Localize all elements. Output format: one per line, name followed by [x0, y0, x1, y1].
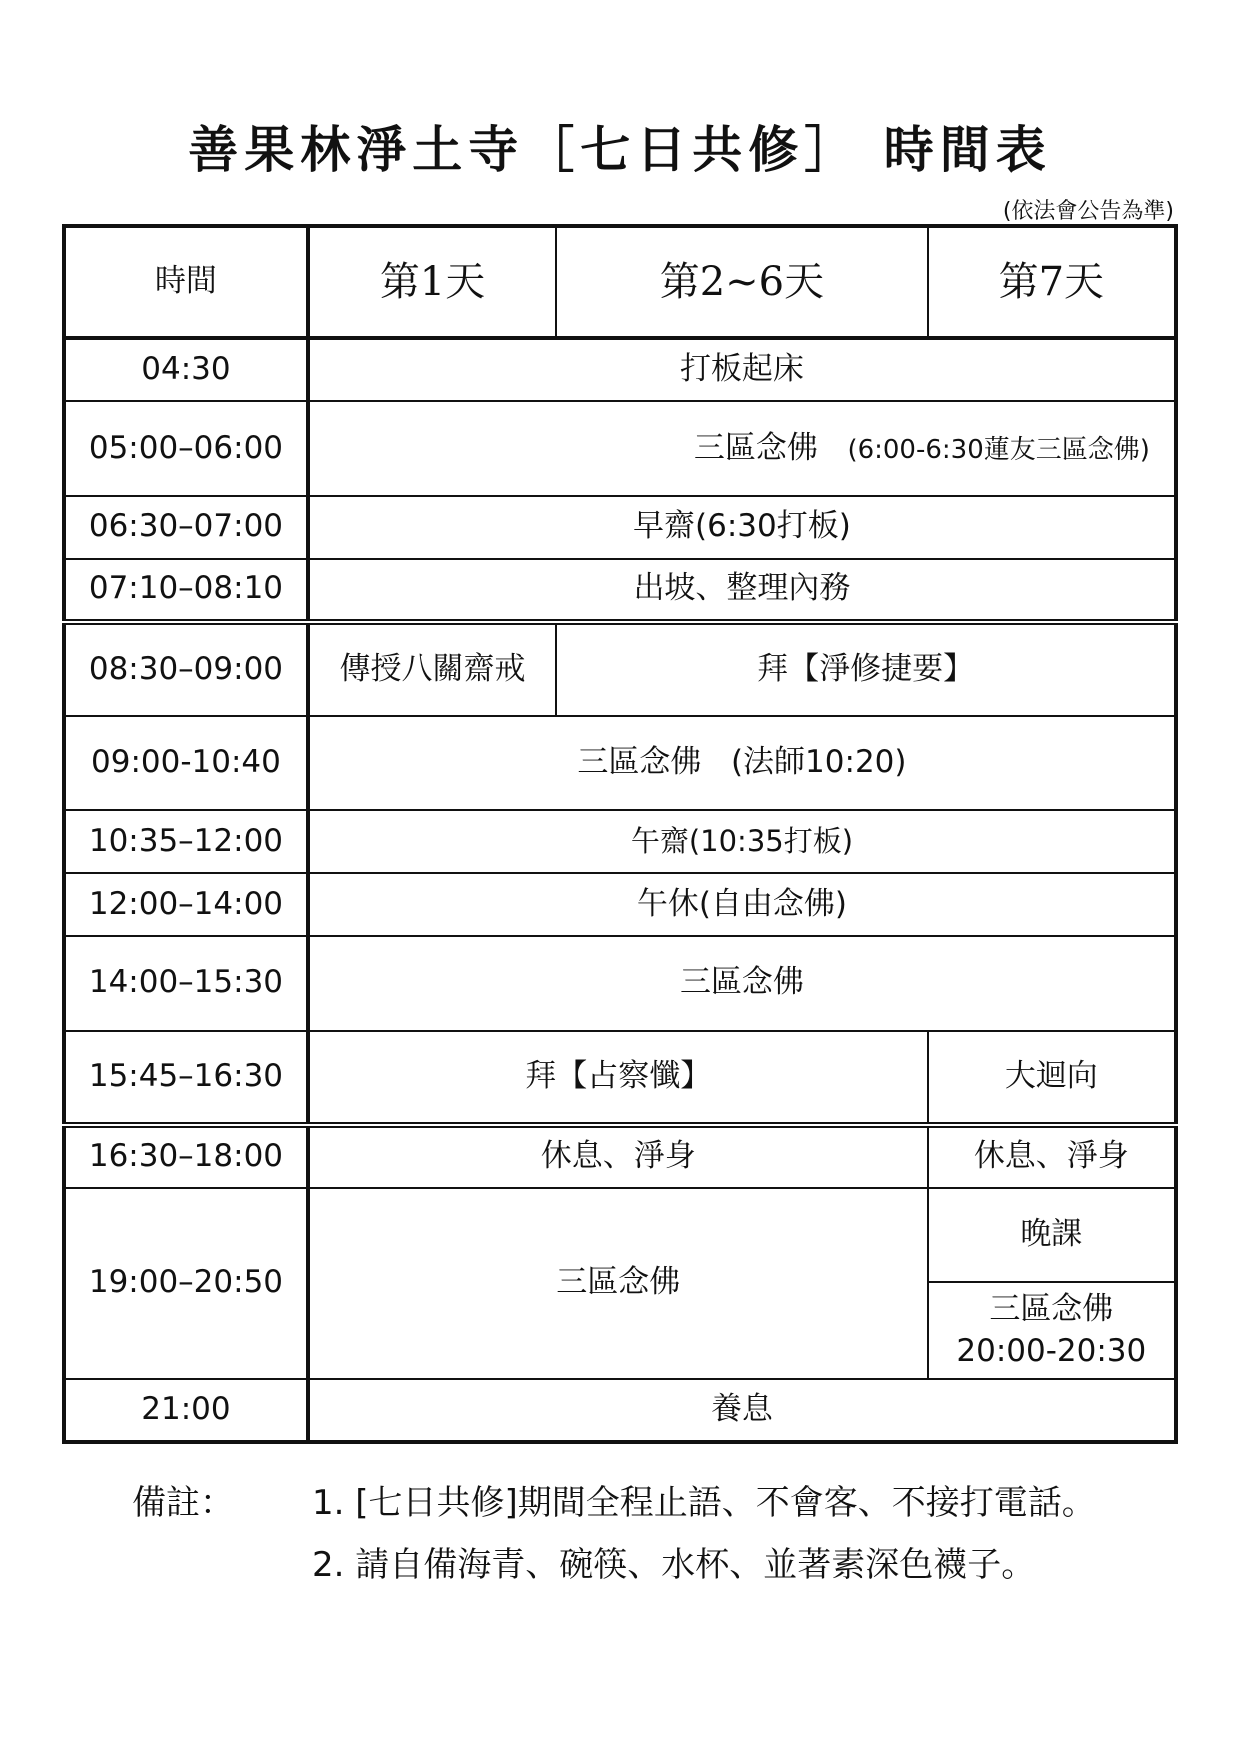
time-cell: 10:35–12:00: [64, 810, 308, 873]
table-row: [64, 873, 1176, 936]
activity-note: (法師10:20): [730, 744, 907, 781]
activity-text: 三區念佛: [989, 1290, 1114, 1327]
header-day7: 第7天: [928, 226, 1176, 338]
table-row: [64, 716, 1176, 810]
table-row: [64, 810, 1176, 873]
time-cell: 06:30–07:00: [64, 496, 308, 559]
remarks-list: [312, 1472, 1212, 1596]
table-header-row: [64, 226, 1176, 338]
time-cell: 12:00–14:00: [64, 873, 308, 936]
table-row: [64, 559, 1176, 622]
table-row: [64, 622, 1176, 716]
activity-cell: 午休(自由念佛): [308, 873, 1176, 936]
time-cell: 07:10–08:10: [64, 559, 308, 622]
activity-note: (6:00-6:30蓮友三區念佛): [847, 434, 1150, 465]
time-cell: 05:00–06:00: [64, 401, 308, 495]
activity-cell: [308, 401, 1176, 495]
activity-cell-day7: 大迴向: [928, 1031, 1176, 1125]
activity-cell: 打板起床: [308, 338, 1176, 401]
schedule-note: (依法會公告為準): [1002, 199, 1174, 224]
table-row: [64, 1125, 1176, 1188]
time-cell: 14:00–15:30: [64, 936, 308, 1030]
table-row: [64, 936, 1176, 1030]
activity-cell: 早齋(6:30打板): [308, 496, 1176, 559]
activity-cell: 出坡、整理內務: [308, 559, 1176, 622]
time-cell: 04:30: [64, 338, 308, 401]
table-row: [64, 1379, 1176, 1442]
activity-time: 20:00-20:30: [956, 1332, 1147, 1369]
schedule-table: [62, 224, 1178, 1444]
remarks-label: 備註：: [132, 1483, 234, 1523]
activity-cell: 養息: [308, 1379, 1176, 1442]
activity-cell: 三區念佛: [308, 936, 1176, 1030]
table-row: [64, 1031, 1176, 1125]
remark-item: 2. 請自備海青、碗筷、水杯、並著素深色襪子。: [312, 1545, 1036, 1585]
remark-item: 1. [七日共修]期間全程止語、不會客、不接打電話。: [312, 1483, 1096, 1523]
page-title: 善果林淨土寺［七日共修］ 時間表: [188, 120, 1052, 179]
activity-cell: [308, 716, 1176, 810]
header-time: 時間: [64, 226, 308, 338]
time-cell: 16:30–18:00: [64, 1125, 308, 1188]
time-cell: 08:30–09:00: [64, 622, 308, 716]
activity-cell: 午齋(10:35打板): [308, 810, 1176, 873]
activity-cell-day1-6: 休息、淨身: [308, 1125, 928, 1188]
header-day2-6: 第2~6天: [556, 226, 927, 338]
activity-cell-day1-6: 拜【占察懺】: [308, 1031, 928, 1125]
time-cell: 19:00–20:50: [64, 1188, 308, 1379]
table-row: [64, 1188, 1176, 1282]
activity-cell-day7: 休息、淨身: [928, 1125, 1176, 1188]
table-row: [64, 338, 1176, 401]
activity-cell-day7-chanting: [928, 1282, 1176, 1379]
activity-cell-day1: 傳授八關齋戒: [308, 622, 556, 716]
time-cell: 21:00: [64, 1379, 308, 1442]
activity-cell-day1-6: 三區念佛: [308, 1188, 928, 1379]
activity-text: 三區念佛: [693, 429, 818, 466]
activity-cell-day7-evening: 晚課: [928, 1188, 1176, 1282]
time-cell: 15:45–16:30: [64, 1031, 308, 1125]
time-cell: 09:00-10:40: [64, 716, 308, 810]
activity-cell-day2-7: 拜【淨修捷要】: [556, 622, 1176, 716]
activity-text: 三區念佛: [577, 744, 702, 781]
header-day1: 第1天: [308, 226, 556, 338]
table-row: [64, 496, 1176, 559]
table-row: [64, 401, 1176, 495]
